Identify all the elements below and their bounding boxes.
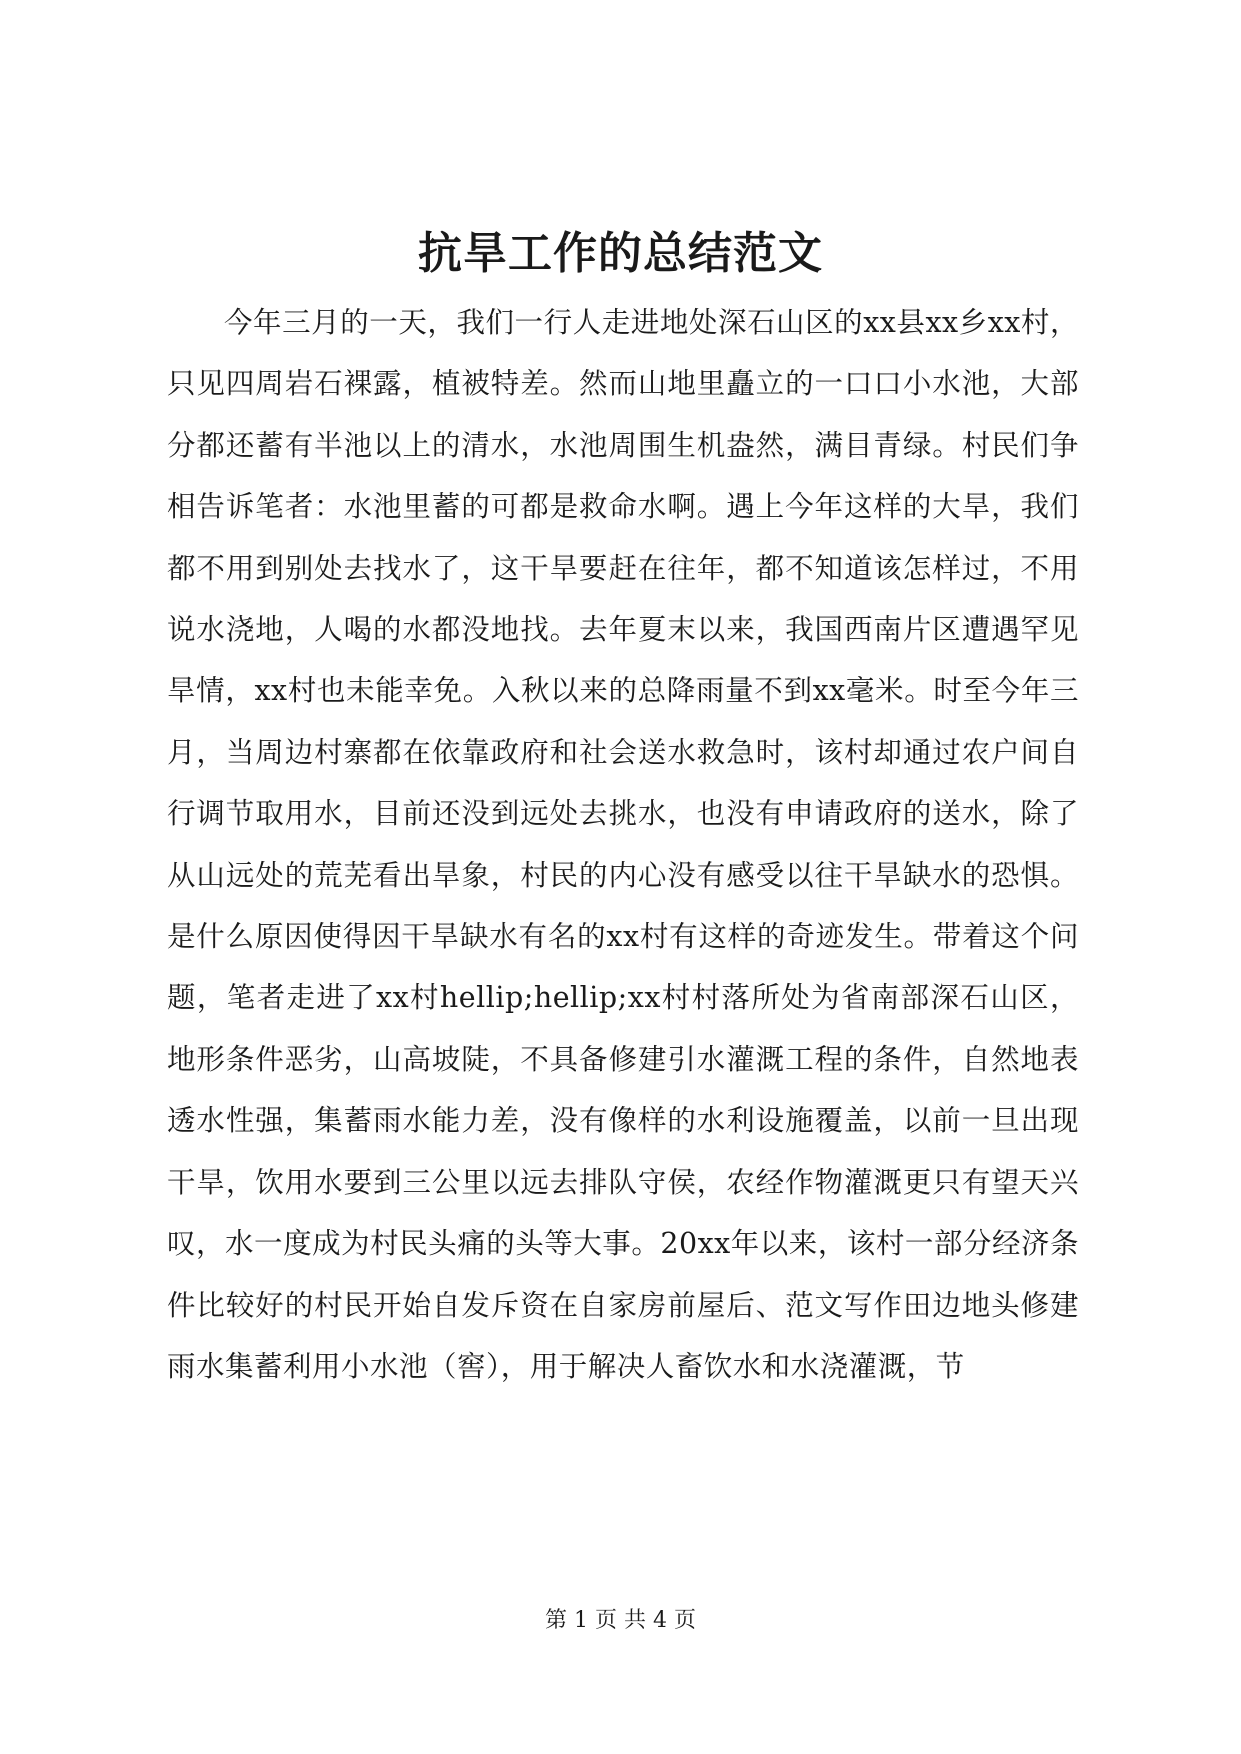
- document-body-paragraph: 今年三月的一天，我们一行人走进地处深石山区的xx县xx乡xx村，只见四周岩石裸露，植被特差。然而山地里矗立的一口口小水池，大部分都还蓄有半池以上的清水，水池周围生机盎然，满目青绿。村民们争相告诉笔者：水池里蓄的可都是救命水啊。遇上今年这样的大旱，我们都不用到别处去找水了，这干旱要赶在往年，都不知道该怎样过，不用说水浇地，人喝的水都没地找。去年夏末以来，我国西南片区遭遇罕见旱情，xx村也未能幸免。入秋以来的总降雨量不到xx毫米。时至今年三月，当周边村寨都在依靠政府和社会送水救急时，该村却通过农户间自行调节取用水，目前还没到远处去挑水，也没有申请政府的送水，除了从山远处的荒芜看出旱象，村民的内心没有感受以往干旱缺水的恐惧。是什么原因使得因干旱缺水有名的xx村有这样的奇迹发生。带着这个问题，笔者走进了xx村hellip;hellip;xx村村落所处为省南部深石山区，地形条件恶劣，山高坡陡，不具备修建引水灌溉工程的条件，自然地表透水性强，集蓄雨水能力差，没有像样的水利设施覆盖，以前一旦出现干旱，饮用水要到三公里以远去排队守侯，农经作物灌溉更只有望天兴叹，水一度成为村民头痛的头等大事。20xx年以来，该村一部分经济条件比较好的村民开始自发斥资在自家房前屋后、范文写作田边地头修建雨水集蓄利用小水池（窖），用于解决人畜饮水和水浇灌溉，节: [167, 306, 1079, 1383]
- document-title: 抗旱工作的总结范文: [418, 228, 823, 279]
- page-number-footer: 第 1 页 共 4 页: [545, 1608, 696, 1633]
